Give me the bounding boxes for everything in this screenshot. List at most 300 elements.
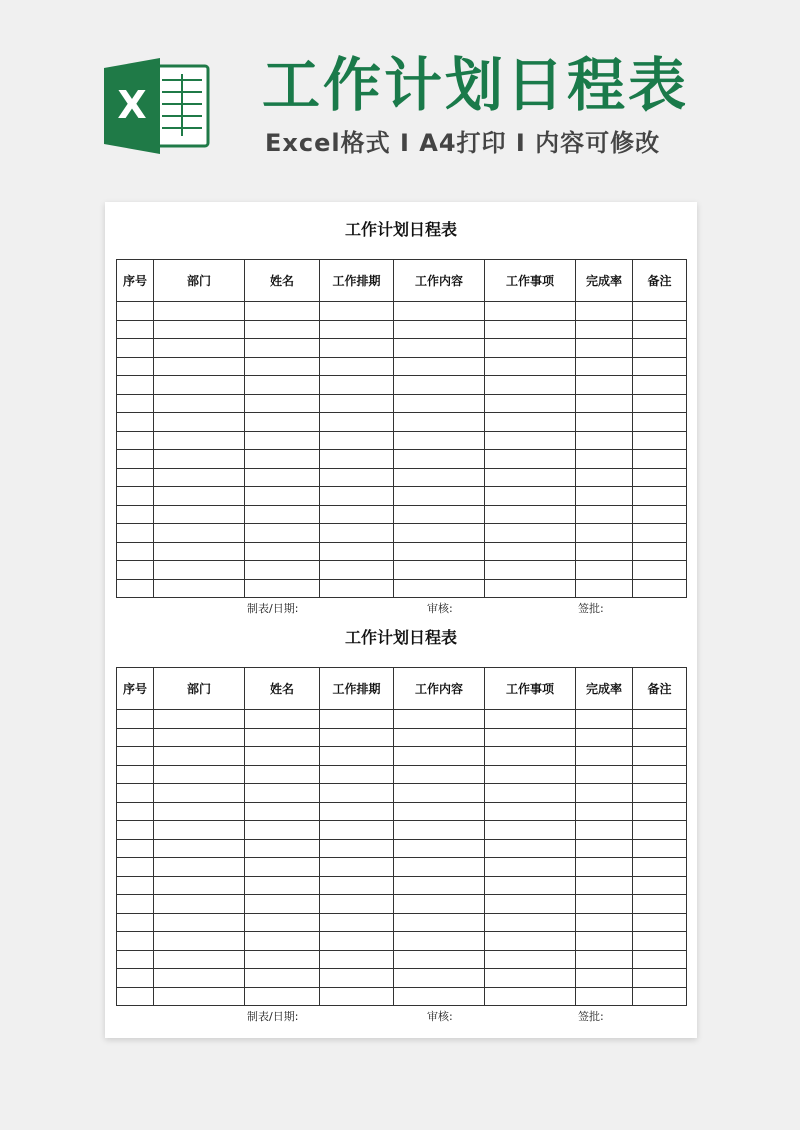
table-cell[interactable]	[117, 950, 154, 969]
table-cell[interactable]	[394, 728, 485, 747]
table-cell[interactable]	[245, 765, 320, 784]
table-row	[117, 895, 687, 914]
table-cell[interactable]	[245, 913, 320, 932]
table-cell[interactable]	[320, 505, 394, 524]
table-cell[interactable]	[394, 932, 485, 951]
table-cell[interactable]	[154, 969, 245, 988]
table-cell[interactable]	[485, 728, 576, 747]
table-cell[interactable]	[320, 542, 394, 561]
table-cell[interactable]	[117, 579, 154, 598]
table-cell[interactable]	[576, 394, 633, 413]
table-row	[117, 394, 687, 413]
table-cell[interactable]	[394, 450, 485, 469]
table-row	[117, 950, 687, 969]
table-cell[interactable]	[117, 450, 154, 469]
table-cell[interactable]	[154, 450, 245, 469]
table-cell[interactable]	[320, 450, 394, 469]
table-cell[interactable]	[394, 376, 485, 395]
table-cell[interactable]	[154, 747, 245, 766]
table-cell[interactable]	[394, 357, 485, 376]
table-cell[interactable]	[394, 876, 485, 895]
table-cell[interactable]	[117, 876, 154, 895]
table-cell[interactable]	[485, 747, 576, 766]
table-row	[117, 450, 687, 469]
table-cell[interactable]	[633, 987, 687, 1006]
table-row	[117, 932, 687, 951]
table-cell[interactable]	[320, 765, 394, 784]
table-cell[interactable]	[154, 987, 245, 1006]
table-cell[interactable]	[633, 765, 687, 784]
col-header: 部门	[154, 668, 245, 710]
table-cell[interactable]	[485, 376, 576, 395]
table-cell[interactable]	[485, 561, 576, 580]
table-cell[interactable]	[633, 524, 687, 543]
table-cell[interactable]	[245, 747, 320, 766]
table-cell[interactable]	[154, 505, 245, 524]
logo-letter: X	[117, 83, 147, 127]
table-cell[interactable]	[154, 376, 245, 395]
table-cell[interactable]	[117, 913, 154, 932]
table-cell[interactable]	[320, 950, 394, 969]
table-cell[interactable]	[117, 747, 154, 766]
table-cell[interactable]	[576, 932, 633, 951]
table-cell[interactable]	[245, 450, 320, 469]
table-cell[interactable]	[576, 450, 633, 469]
table-cell[interactable]	[245, 394, 320, 413]
table-cell[interactable]	[576, 987, 633, 1006]
table-cell[interactable]	[154, 487, 245, 506]
table-cell[interactable]	[633, 542, 687, 561]
table-row	[117, 802, 687, 821]
table-cell[interactable]	[576, 505, 633, 524]
table-row	[117, 876, 687, 895]
table-cell[interactable]	[485, 876, 576, 895]
table-cell[interactable]	[245, 487, 320, 506]
table-cell[interactable]	[117, 524, 154, 543]
table-cell[interactable]	[633, 394, 687, 413]
table-cell[interactable]	[245, 802, 320, 821]
table-cell[interactable]	[154, 357, 245, 376]
table-cell[interactable]	[576, 524, 633, 543]
table-cell[interactable]	[576, 728, 633, 747]
table-cell[interactable]	[245, 505, 320, 524]
table-cell[interactable]	[320, 913, 394, 932]
table-cell[interactable]	[320, 320, 394, 339]
table-cell[interactable]	[117, 431, 154, 450]
table-cell[interactable]	[320, 468, 394, 487]
table-row	[117, 839, 687, 858]
table-cell[interactable]	[485, 468, 576, 487]
table-cell[interactable]	[485, 505, 576, 524]
table-row	[117, 339, 687, 358]
table-cell[interactable]	[320, 895, 394, 914]
table-cell[interactable]	[485, 487, 576, 506]
table-cell[interactable]	[320, 858, 394, 877]
table-cell[interactable]	[394, 802, 485, 821]
table-cell[interactable]	[117, 468, 154, 487]
table-cell[interactable]	[245, 784, 320, 803]
table-cell[interactable]	[117, 969, 154, 988]
table-cell[interactable]	[394, 542, 485, 561]
plan-table	[116, 259, 687, 598]
table-cell[interactable]	[320, 802, 394, 821]
table-cell[interactable]	[576, 858, 633, 877]
table-cell[interactable]	[117, 784, 154, 803]
table-cell[interactable]	[245, 542, 320, 561]
table-cell[interactable]	[154, 561, 245, 580]
table-cell[interactable]	[117, 413, 154, 432]
table-cell[interactable]	[245, 839, 320, 858]
table-cell[interactable]	[485, 579, 576, 598]
table-cell[interactable]	[576, 802, 633, 821]
table-cell[interactable]	[633, 561, 687, 580]
table-cell[interactable]	[633, 710, 687, 729]
table-cell[interactable]	[320, 487, 394, 506]
table-cell[interactable]	[320, 728, 394, 747]
table-row	[117, 784, 687, 803]
table-cell[interactable]	[154, 913, 245, 932]
table-cell[interactable]	[117, 376, 154, 395]
table-row	[117, 542, 687, 561]
table-cell[interactable]	[394, 431, 485, 450]
table-cell[interactable]	[394, 950, 485, 969]
table-row	[117, 468, 687, 487]
table-row	[117, 505, 687, 524]
table-cell[interactable]	[576, 302, 633, 321]
table-cell[interactable]	[320, 969, 394, 988]
table-cell[interactable]	[485, 413, 576, 432]
table-cell[interactable]	[633, 747, 687, 766]
table-cell[interactable]	[117, 728, 154, 747]
table-cell[interactable]	[394, 320, 485, 339]
table-cell[interactable]	[485, 987, 576, 1006]
table-cell[interactable]	[485, 765, 576, 784]
table-row	[117, 710, 687, 729]
table-cell[interactable]	[117, 302, 154, 321]
table-row	[117, 747, 687, 766]
table-cell[interactable]	[117, 710, 154, 729]
table-cell[interactable]	[245, 969, 320, 988]
table-cell[interactable]	[117, 505, 154, 524]
table-cell[interactable]	[485, 858, 576, 877]
table-cell[interactable]	[633, 302, 687, 321]
table-cell[interactable]	[320, 747, 394, 766]
table-cell[interactable]	[245, 895, 320, 914]
table-cell[interactable]	[485, 932, 576, 951]
table-cell[interactable]	[245, 821, 320, 840]
table-cell[interactable]	[633, 413, 687, 432]
col-header: 姓名	[245, 260, 320, 302]
table-cell[interactable]	[154, 542, 245, 561]
table-cell[interactable]	[633, 950, 687, 969]
table-cell[interactable]	[394, 839, 485, 858]
table-cell[interactable]	[485, 542, 576, 561]
table-cell[interactable]	[320, 784, 394, 803]
table-cell[interactable]	[576, 969, 633, 988]
table-cell[interactable]	[576, 895, 633, 914]
table-cell[interactable]	[394, 895, 485, 914]
table-cell[interactable]	[245, 302, 320, 321]
table-cell[interactable]	[485, 302, 576, 321]
table-cell[interactable]	[154, 876, 245, 895]
table-row	[117, 913, 687, 932]
table-cell[interactable]	[320, 876, 394, 895]
table-cell[interactable]	[245, 932, 320, 951]
table-cell[interactable]	[394, 969, 485, 988]
table-cell[interactable]	[394, 561, 485, 580]
table-cell[interactable]	[576, 579, 633, 598]
table-cell[interactable]	[633, 468, 687, 487]
table-cell[interactable]	[485, 450, 576, 469]
sheet-title: 工作计划日程表	[344, 628, 457, 647]
table-cell[interactable]	[245, 987, 320, 1006]
table-cell[interactable]	[576, 839, 633, 858]
table-cell[interactable]	[154, 839, 245, 858]
table-cell[interactable]	[576, 913, 633, 932]
table-cell[interactable]	[633, 431, 687, 450]
table-cell[interactable]	[117, 320, 154, 339]
table-cell[interactable]	[576, 376, 633, 395]
table-cell[interactable]	[394, 579, 485, 598]
table-cell[interactable]	[633, 728, 687, 747]
table-cell[interactable]	[245, 431, 320, 450]
table-cell[interactable]	[394, 524, 485, 543]
table-cell[interactable]	[576, 876, 633, 895]
table-cell[interactable]	[154, 802, 245, 821]
table-cell[interactable]	[320, 839, 394, 858]
table-cell[interactable]	[117, 932, 154, 951]
table-cell[interactable]	[394, 765, 485, 784]
table-cell[interactable]	[633, 932, 687, 951]
table-cell[interactable]	[320, 524, 394, 543]
table-cell[interactable]	[154, 932, 245, 951]
table-cell[interactable]	[245, 579, 320, 598]
table-cell[interactable]	[394, 784, 485, 803]
table-cell[interactable]	[245, 710, 320, 729]
table-cell[interactable]	[154, 710, 245, 729]
table-cell[interactable]	[245, 320, 320, 339]
table-cell[interactable]	[320, 561, 394, 580]
table-cell[interactable]	[154, 728, 245, 747]
table-cell[interactable]	[245, 858, 320, 877]
table-cell[interactable]	[485, 821, 576, 840]
table-cell[interactable]	[245, 339, 320, 358]
table-cell[interactable]	[245, 728, 320, 747]
table-cell[interactable]	[320, 431, 394, 450]
table-cell[interactable]	[576, 339, 633, 358]
table-cell[interactable]	[320, 357, 394, 376]
table-cell[interactable]	[154, 821, 245, 840]
table-cell[interactable]	[485, 802, 576, 821]
table-cell[interactable]	[154, 950, 245, 969]
table-cell[interactable]	[117, 895, 154, 914]
table-cell[interactable]	[320, 394, 394, 413]
table-cell[interactable]	[320, 376, 394, 395]
col-header: 工作内容	[394, 260, 485, 302]
table-cell[interactable]	[320, 987, 394, 1006]
table-cell[interactable]	[394, 413, 485, 432]
table-cell[interactable]	[485, 839, 576, 858]
table-cell[interactable]	[633, 487, 687, 506]
table-cell[interactable]	[245, 413, 320, 432]
table-cell[interactable]	[394, 913, 485, 932]
table-cell[interactable]	[117, 339, 154, 358]
table-cell[interactable]	[320, 413, 394, 432]
col-header: 序号	[117, 260, 154, 302]
table-row	[117, 858, 687, 877]
table-cell[interactable]	[576, 561, 633, 580]
table-cell[interactable]	[485, 950, 576, 969]
table-cell[interactable]	[394, 858, 485, 877]
table-cell[interactable]	[117, 394, 154, 413]
table-cell[interactable]	[320, 932, 394, 951]
table-cell[interactable]	[320, 339, 394, 358]
table-row	[117, 524, 687, 543]
table-cell[interactable]	[633, 969, 687, 988]
table-cell[interactable]	[117, 839, 154, 858]
table-cell[interactable]	[576, 542, 633, 561]
table-cell[interactable]	[633, 802, 687, 821]
table-cell[interactable]	[576, 765, 633, 784]
table-cell[interactable]	[633, 895, 687, 914]
table-cell[interactable]	[117, 561, 154, 580]
table-cell[interactable]	[485, 969, 576, 988]
table-row	[117, 487, 687, 506]
table-cell[interactable]	[245, 524, 320, 543]
table-cell[interactable]	[485, 524, 576, 543]
table-cell[interactable]	[245, 950, 320, 969]
table-cell[interactable]	[154, 858, 245, 877]
table-row	[117, 413, 687, 432]
table-cell[interactable]	[245, 876, 320, 895]
table-cell[interactable]	[245, 468, 320, 487]
table-cell[interactable]	[154, 784, 245, 803]
table-cell[interactable]	[245, 561, 320, 580]
table-cell[interactable]	[576, 487, 633, 506]
table-cell[interactable]	[633, 839, 687, 858]
table-cell[interactable]	[154, 394, 245, 413]
col-header: 工作事项	[485, 260, 576, 302]
table-cell[interactable]	[633, 784, 687, 803]
table-cell[interactable]	[394, 987, 485, 1006]
table-row	[117, 579, 687, 598]
page-title: 工作计划日程表	[262, 51, 690, 119]
table-cell[interactable]	[576, 747, 633, 766]
table-cell[interactable]	[394, 394, 485, 413]
table-cell[interactable]	[154, 302, 245, 321]
table-cell[interactable]	[576, 821, 633, 840]
table-cell[interactable]	[576, 710, 633, 729]
table-cell[interactable]	[394, 468, 485, 487]
table-cell[interactable]	[633, 821, 687, 840]
table-cell[interactable]	[485, 394, 576, 413]
table-cell[interactable]	[394, 339, 485, 358]
table-cell[interactable]	[633, 913, 687, 932]
table-cell[interactable]	[633, 579, 687, 598]
table-cell[interactable]	[245, 376, 320, 395]
table-row	[117, 821, 687, 840]
table-cell[interactable]	[154, 431, 245, 450]
table-cell[interactable]	[576, 413, 633, 432]
table-cell[interactable]	[154, 339, 245, 358]
table-cell[interactable]	[394, 302, 485, 321]
table-cell[interactable]	[485, 357, 576, 376]
table-header-row	[117, 668, 687, 710]
table-cell[interactable]	[633, 339, 687, 358]
table-cell[interactable]	[633, 320, 687, 339]
table-cell[interactable]	[633, 505, 687, 524]
table-cell[interactable]	[320, 710, 394, 729]
table-cell[interactable]	[117, 987, 154, 1006]
table-cell[interactable]	[633, 376, 687, 395]
table-cell[interactable]	[117, 487, 154, 506]
table-cell[interactable]	[485, 913, 576, 932]
table-cell[interactable]	[154, 765, 245, 784]
table-cell[interactable]	[154, 413, 245, 432]
table-cell[interactable]	[394, 487, 485, 506]
table-row	[117, 728, 687, 747]
table-cell[interactable]	[633, 357, 687, 376]
table-cell[interactable]	[576, 431, 633, 450]
table-cell[interactable]	[394, 505, 485, 524]
table-cell[interactable]	[394, 747, 485, 766]
col-header: 工作排期	[320, 668, 394, 710]
sheet-title: 工作计划日程表	[344, 220, 457, 239]
table-row	[117, 561, 687, 580]
table-cell[interactable]	[485, 895, 576, 914]
table-row	[117, 357, 687, 376]
table-cell[interactable]	[576, 357, 633, 376]
table-cell[interactable]	[485, 431, 576, 450]
footer-sign-label: 签批:	[578, 602, 604, 615]
table-cell[interactable]	[320, 821, 394, 840]
col-header: 序号	[117, 668, 154, 710]
table-cell[interactable]	[320, 302, 394, 321]
table-cell[interactable]	[576, 950, 633, 969]
table-cell[interactable]	[394, 821, 485, 840]
table-cell[interactable]	[117, 765, 154, 784]
table-cell[interactable]	[154, 579, 245, 598]
table-cell[interactable]	[117, 542, 154, 561]
table-cell[interactable]	[633, 858, 687, 877]
table-cell[interactable]	[154, 895, 245, 914]
table-cell[interactable]	[117, 821, 154, 840]
table-cell[interactable]	[576, 784, 633, 803]
table-cell[interactable]	[117, 858, 154, 877]
table-cell[interactable]	[117, 357, 154, 376]
table-cell[interactable]	[394, 710, 485, 729]
table-cell[interactable]	[576, 320, 633, 339]
table-cell[interactable]	[485, 320, 576, 339]
table-cell[interactable]	[117, 802, 154, 821]
table-cell[interactable]	[576, 468, 633, 487]
table-cell[interactable]	[633, 876, 687, 895]
plan-sheet-1	[116, 217, 686, 618]
table-cell[interactable]	[245, 357, 320, 376]
table-cell[interactable]	[633, 450, 687, 469]
plan-table	[116, 667, 687, 1006]
table-cell[interactable]	[154, 468, 245, 487]
table-cell[interactable]	[320, 579, 394, 598]
col-header: 完成率	[576, 668, 633, 710]
table-cell[interactable]	[154, 524, 245, 543]
table-cell[interactable]	[485, 710, 576, 729]
table-cell[interactable]	[154, 320, 245, 339]
table-cell[interactable]	[485, 784, 576, 803]
table-cell[interactable]	[485, 339, 576, 358]
col-header: 工作排期	[320, 260, 394, 302]
table-row	[117, 320, 687, 339]
